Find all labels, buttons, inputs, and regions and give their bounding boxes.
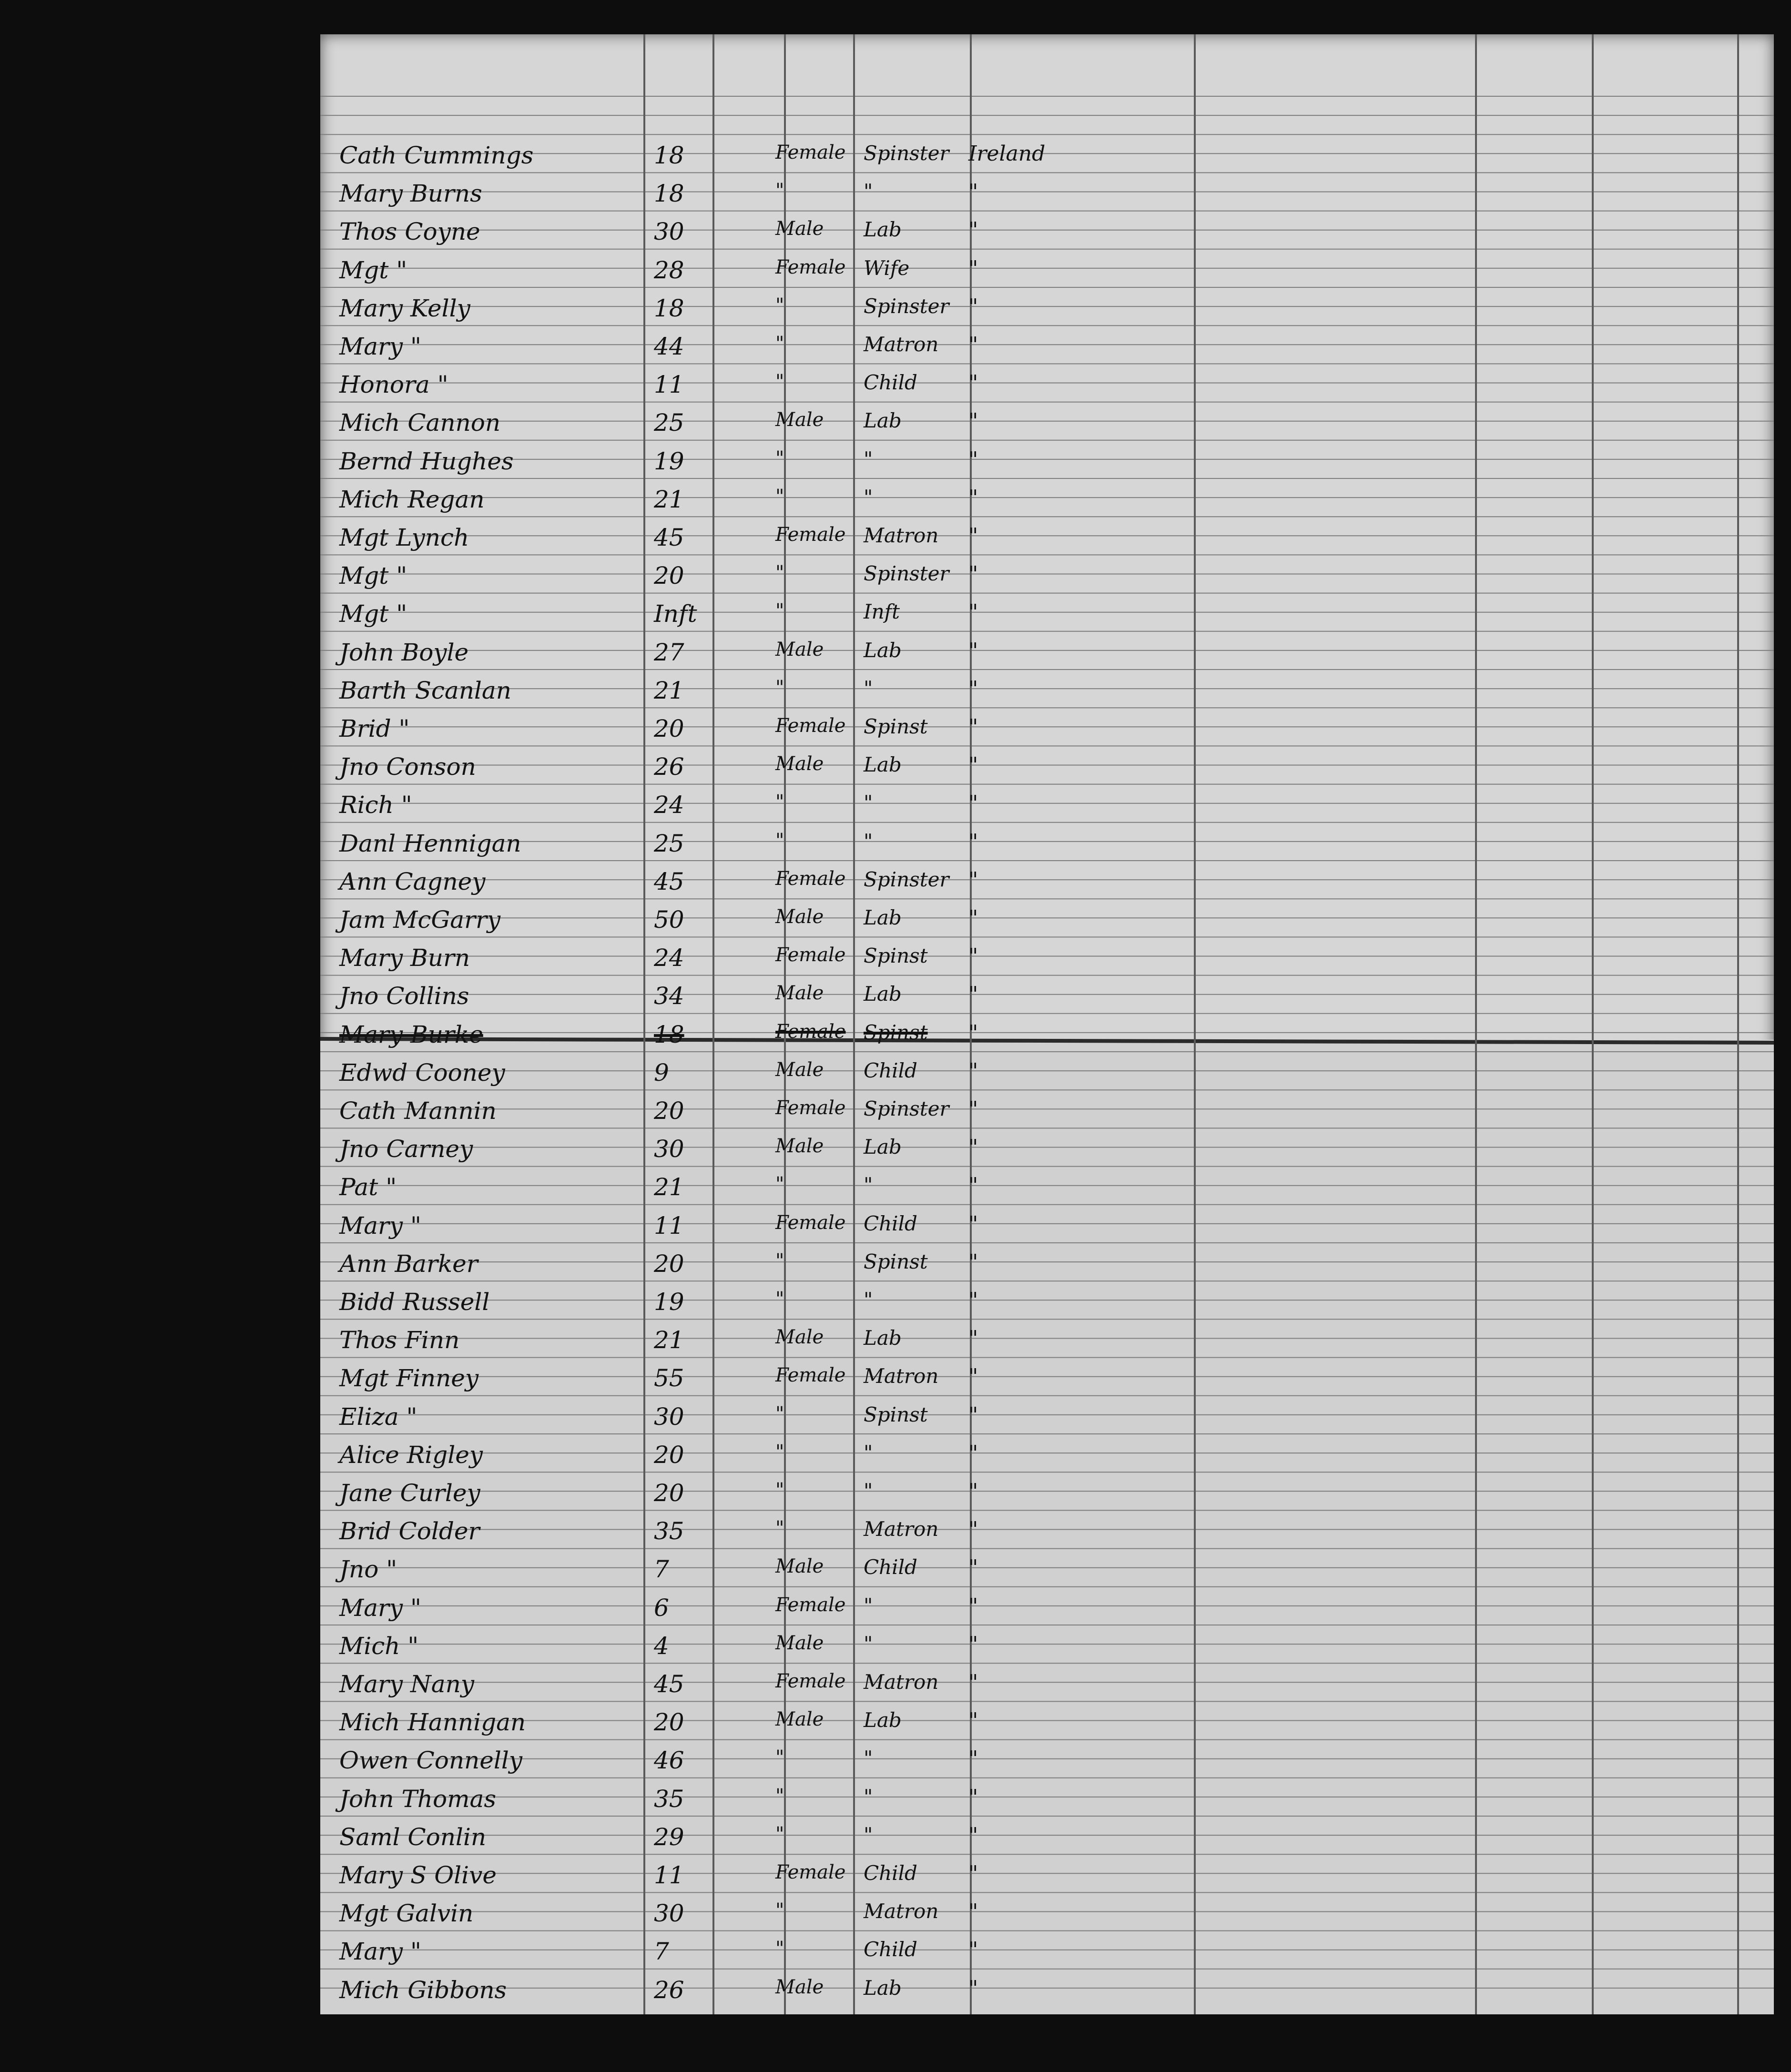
- passenger-name: Mary Nany: [339, 1670, 475, 1698]
- passenger-country: ": [968, 1938, 978, 1962]
- register-row: [320, 1627, 1774, 1666]
- register-row: [320, 1780, 1774, 1818]
- passenger-occupation: Child: [864, 1555, 917, 1579]
- passenger-occupation: ": [864, 1479, 873, 1503]
- passenger-name: Jno ": [339, 1555, 397, 1584]
- passenger-occupation: Matron: [864, 524, 939, 547]
- passenger-name: Mgt ": [339, 562, 407, 590]
- passenger-country: ": [968, 867, 978, 892]
- passenger-occupation: Spinster: [864, 867, 949, 891]
- passenger-age: 18: [654, 142, 684, 169]
- passenger-occupation: ": [864, 1441, 873, 1464]
- passenger-country: ": [968, 1020, 978, 1045]
- passenger-name: Pat ": [339, 1173, 397, 1201]
- passenger-sex: Male: [775, 1976, 824, 1998]
- register-row: [320, 1666, 1774, 1704]
- register-row: [320, 1818, 1774, 1857]
- passenger-occupation: ": [864, 180, 873, 203]
- passenger-country: ": [968, 1823, 978, 1848]
- passenger-name: Mgt Finney: [339, 1364, 479, 1392]
- register-row: [320, 786, 1774, 824]
- passenger-name: Mgt Lynch: [339, 524, 469, 551]
- passenger-country: ": [968, 333, 978, 357]
- passenger-country: ": [968, 600, 978, 625]
- passenger-country: ": [968, 294, 978, 319]
- register-row: [320, 1933, 1774, 1971]
- register-row: [320, 213, 1774, 251]
- passenger-name: Jno Carney: [339, 1135, 473, 1163]
- passenger-country: ": [968, 447, 978, 472]
- passenger-age: 45: [654, 1670, 684, 1698]
- passenger-sex: Male: [775, 982, 824, 1005]
- passenger-country: ": [968, 1211, 978, 1236]
- passenger-country: ": [968, 1097, 978, 1121]
- passenger-name: Bernd Hughes: [339, 447, 514, 475]
- passenger-occupation: Child: [864, 371, 917, 395]
- passenger-name: Honora ": [339, 371, 448, 399]
- register-row: [320, 1513, 1774, 1551]
- passenger-age: 20: [654, 715, 684, 742]
- passenger-sex: Male: [775, 753, 824, 775]
- register-row: [320, 1207, 1774, 1245]
- register-row: [320, 825, 1774, 863]
- passenger-sex: Female: [775, 867, 846, 890]
- passenger-name: Danl Hennigan: [339, 829, 521, 857]
- passenger-sex: ": [775, 562, 784, 584]
- passenger-name: Barth Scanlan: [339, 676, 511, 704]
- passenger-age: 50: [654, 906, 684, 934]
- passenger-sex: ": [775, 1938, 784, 1960]
- passenger-country: ": [968, 1594, 978, 1618]
- passenger-age: 28: [654, 256, 684, 284]
- register-row: [320, 901, 1774, 939]
- passenger-country: ": [968, 676, 978, 701]
- passenger-country: ": [968, 1976, 978, 2001]
- passenger-name: Saml Conlin: [339, 1823, 487, 1851]
- passenger-sex: ": [775, 294, 784, 316]
- passenger-country: ": [968, 1326, 978, 1351]
- passenger-occupation: Lab: [864, 1326, 902, 1350]
- passenger-sex: ": [775, 1402, 784, 1425]
- register-row: [320, 290, 1774, 328]
- register-row: [320, 1398, 1774, 1436]
- passenger-sex: ": [775, 333, 784, 355]
- passenger-sex: Male: [775, 1555, 824, 1578]
- passenger-country: ": [968, 1747, 978, 1771]
- passenger-age: 45: [654, 524, 684, 551]
- passenger-country: ": [968, 638, 978, 663]
- passenger-name: Jam McGarry: [339, 906, 501, 934]
- passenger-sex: Female: [775, 1097, 846, 1119]
- passenger-age: 34: [654, 982, 684, 1010]
- passenger-sex: Male: [775, 409, 824, 431]
- passenger-occupation: Child: [864, 1861, 917, 1885]
- passenger-country: ": [968, 944, 978, 969]
- passenger-age: 44: [654, 333, 684, 360]
- passenger-occupation: Lab: [864, 218, 902, 242]
- passenger-occupation: Matron: [864, 1517, 939, 1541]
- passenger-name: Alice Rigley: [339, 1441, 483, 1469]
- passenger-country: ": [968, 1632, 978, 1656]
- passenger-country: ": [968, 1249, 978, 1274]
- passenger-age: 30: [654, 1899, 684, 1928]
- register-row: [320, 1971, 1774, 2010]
- passenger-name: Rich ": [339, 791, 412, 819]
- passenger-sex: Female: [775, 256, 846, 278]
- passenger-age: Inft: [654, 600, 697, 628]
- register-row: [320, 710, 1774, 748]
- passenger-country: ": [968, 1441, 978, 1465]
- passenger-occupation: ": [864, 1823, 873, 1847]
- passenger-country: ": [968, 1288, 978, 1312]
- passenger-age: 35: [654, 1517, 684, 1545]
- register-row: [320, 404, 1774, 442]
- passenger-sex: ": [775, 829, 784, 852]
- passenger-country: ": [968, 562, 978, 587]
- register-row: [320, 595, 1774, 633]
- register-row: [320, 634, 1774, 672]
- passenger-age: 26: [654, 1976, 684, 2004]
- passenger-country: ": [968, 1899, 978, 1924]
- passenger-occupation: Lab: [864, 1708, 902, 1732]
- passenger-sex: ": [775, 1479, 784, 1501]
- passenger-age: 26: [654, 753, 684, 781]
- passenger-name: Eliza ": [339, 1402, 417, 1431]
- passenger-age: 27: [654, 638, 684, 666]
- passenger-name: Mich ": [339, 1632, 419, 1660]
- passenger-sex: ": [775, 485, 784, 508]
- passenger-age: 18: [654, 294, 684, 322]
- register-row: [320, 1321, 1774, 1360]
- passenger-age: 11: [654, 1861, 684, 1889]
- passenger-sex: Female: [775, 142, 846, 163]
- passenger-country: ": [968, 1670, 978, 1695]
- register-row: [320, 1092, 1774, 1130]
- register-row: [320, 1283, 1774, 1321]
- passenger-occupation: ": [864, 1747, 873, 1770]
- passenger-age: 45: [654, 867, 684, 895]
- passenger-name: Mich Cannon: [339, 409, 501, 437]
- passenger-occupation: Lab: [864, 638, 902, 662]
- passenger-country: ": [968, 1517, 978, 1542]
- passenger-name: Mary S Olive: [339, 1861, 497, 1889]
- passenger-sex: ": [775, 1173, 784, 1196]
- passenger-country: ": [968, 409, 978, 434]
- passenger-country: ": [968, 218, 978, 243]
- passenger-age: 29: [654, 1823, 684, 1851]
- passenger-country: ": [968, 1402, 978, 1427]
- passenger-age: 4: [654, 1632, 669, 1660]
- passenger-age: 7: [654, 1555, 669, 1584]
- passenger-age: 20: [654, 1441, 684, 1469]
- passenger-country: ": [968, 180, 978, 204]
- passenger-occupation: Spinst: [864, 1020, 928, 1044]
- passenger-age: 30: [654, 1402, 684, 1431]
- passenger-age: 11: [654, 1211, 684, 1239]
- passenger-occupation: Matron: [864, 1364, 939, 1388]
- passenger-sex: Male: [775, 906, 824, 928]
- passenger-age: 20: [654, 1249, 684, 1278]
- passenger-sex: Female: [775, 1211, 846, 1234]
- passenger-age: 24: [654, 944, 684, 972]
- passenger-name: Mgt ": [339, 600, 407, 628]
- passenger-name: Ann Cagney: [339, 867, 486, 895]
- passenger-country: ": [968, 1555, 978, 1580]
- passenger-occupation: ": [864, 1288, 873, 1311]
- passenger-name: Mgt ": [339, 256, 407, 284]
- passenger-name: Edwd Cooney: [339, 1058, 505, 1087]
- passenger-sex: Male: [775, 1708, 824, 1731]
- passenger-name: Brid Colder: [339, 1517, 480, 1545]
- passenger-sex: ": [775, 600, 784, 622]
- passenger-name: Brid ": [339, 715, 410, 742]
- passenger-country: Ireland: [968, 142, 1046, 166]
- passenger-country: ": [968, 753, 978, 778]
- passenger-sex: ": [775, 1823, 784, 1845]
- passenger-sex: Female: [775, 1861, 846, 1883]
- passenger-occupation: Lab: [864, 409, 902, 433]
- passenger-country: ": [968, 1364, 978, 1389]
- passenger-age: 7: [654, 1938, 669, 1966]
- passenger-age: 21: [654, 1173, 684, 1201]
- passenger-occupation: ": [864, 1594, 873, 1617]
- register-row: [320, 1054, 1774, 1092]
- passenger-country: ": [968, 1479, 978, 1503]
- passenger-occupation: ": [864, 829, 873, 853]
- passenger-sex: ": [775, 180, 784, 202]
- passenger-name: Owen Connelly: [339, 1747, 523, 1775]
- passenger-occupation: Lab: [864, 1976, 902, 2000]
- passenger-occupation: Matron: [864, 1899, 939, 1923]
- register-row: [320, 175, 1774, 213]
- register-sheet: [320, 34, 1774, 2014]
- passenger-sex: Male: [775, 1632, 824, 1654]
- passenger-name: Mary Burns: [339, 180, 482, 208]
- passenger-sex: ": [775, 1899, 784, 1922]
- passenger-sex: Female: [775, 1594, 846, 1616]
- passenger-occupation: ": [864, 1785, 873, 1808]
- passenger-occupation: Child: [864, 1058, 917, 1082]
- passenger-country: ": [968, 371, 978, 396]
- passenger-country: ": [968, 485, 978, 510]
- passenger-occupation: Spinst: [864, 1402, 928, 1426]
- passenger-age: 20: [654, 1097, 684, 1125]
- passenger-age: 20: [654, 1479, 684, 1507]
- passenger-occupation: Inft: [864, 600, 900, 624]
- passenger-age: 55: [654, 1364, 684, 1392]
- passenger-age: 30: [654, 1135, 684, 1163]
- passenger-country: ": [968, 791, 978, 816]
- register-row: [320, 1168, 1774, 1207]
- register-row: [320, 1360, 1774, 1398]
- passenger-age: 19: [654, 447, 684, 475]
- passenger-occupation: Child: [864, 1938, 917, 1961]
- passenger-sex: ": [775, 1288, 784, 1310]
- register-row: [320, 1589, 1774, 1627]
- passenger-occupation: Spinster: [864, 1097, 949, 1120]
- passenger-age: 11: [654, 371, 684, 399]
- passenger-occupation: ": [864, 447, 873, 471]
- register-row: [320, 1857, 1774, 1895]
- passenger-age: 9: [654, 1058, 669, 1087]
- passenger-occupation: ": [864, 676, 873, 700]
- passenger-age: 6: [654, 1594, 669, 1622]
- passenger-occupation: Child: [864, 1211, 917, 1235]
- passenger-age: 30: [654, 218, 684, 246]
- register-row: [320, 977, 1774, 1016]
- passenger-country: ": [968, 1135, 978, 1160]
- passenger-name: Bidd Russell: [339, 1288, 490, 1316]
- passenger-occupation: Spinst: [864, 1249, 928, 1273]
- passenger-age: 25: [654, 829, 684, 857]
- passenger-name: John Thomas: [339, 1785, 496, 1813]
- passenger-occupation: ": [864, 1632, 873, 1656]
- passenger-occupation: Matron: [864, 333, 939, 356]
- register-row: [320, 443, 1774, 481]
- passenger-country: ": [968, 1785, 978, 1809]
- passenger-sex: Female: [775, 715, 846, 737]
- passenger-sex: Male: [775, 1058, 824, 1081]
- passenger-name: Mary ": [339, 1594, 422, 1622]
- register-row: [320, 672, 1774, 710]
- passenger-name: Mary ": [339, 1938, 422, 1966]
- passenger-age: 18: [654, 1020, 684, 1048]
- passenger-name: Mary Burn: [339, 944, 470, 972]
- passenger-name: Mich Regan: [339, 485, 485, 513]
- passenger-name: Mary ": [339, 333, 422, 360]
- register-row: [320, 1245, 1774, 1283]
- passenger-country: ": [968, 1173, 978, 1198]
- register-row: [320, 1130, 1774, 1168]
- passenger-occupation: Matron: [864, 1670, 939, 1694]
- passenger-age: 21: [654, 1326, 684, 1354]
- passenger-sex: ": [775, 1747, 784, 1769]
- register-row: [320, 1742, 1774, 1780]
- passenger-name: Jno Collins: [339, 982, 469, 1010]
- passenger-name: Thos Finn: [339, 1326, 460, 1354]
- passenger-name: Mary ": [339, 1211, 422, 1239]
- passenger-name: Cath Mannin: [339, 1097, 497, 1125]
- passenger-age: 21: [654, 676, 684, 704]
- passenger-sex: Female: [775, 1364, 846, 1387]
- passenger-country: ": [968, 1861, 978, 1886]
- passenger-sex: Female: [775, 944, 846, 966]
- passenger-sex: Male: [775, 1135, 824, 1158]
- passenger-country: ": [968, 1058, 978, 1083]
- passenger-country: ": [968, 982, 978, 1007]
- passenger-age: 46: [654, 1747, 684, 1775]
- passenger-sex: Female: [775, 1020, 846, 1043]
- passenger-name: Mary Burke: [339, 1020, 483, 1048]
- passenger-occupation: Lab: [864, 982, 902, 1006]
- passenger-sex: ": [775, 1441, 784, 1463]
- passenger-country: ": [968, 829, 978, 854]
- passenger-age: 19: [654, 1288, 684, 1316]
- passenger-sex: ": [775, 1249, 784, 1272]
- register-row: [320, 481, 1774, 519]
- passenger-occupation: Wife: [864, 256, 910, 280]
- register-row: [320, 137, 1774, 175]
- passenger-occupation: Spinst: [864, 944, 928, 968]
- passenger-country: ": [968, 524, 978, 548]
- register-row: [320, 1551, 1774, 1589]
- passenger-name: Mich Gibbons: [339, 1976, 507, 2004]
- passenger-sex: Male: [775, 1326, 824, 1349]
- passenger-country: ": [968, 1708, 978, 1733]
- passenger-name: Thos Coyne: [339, 218, 480, 246]
- passenger-name: Mgt Galvin: [339, 1899, 474, 1928]
- register-row: [320, 366, 1774, 404]
- passenger-age: 24: [654, 791, 684, 819]
- register-row: [320, 939, 1774, 977]
- passenger-occupation: Spinster: [864, 294, 949, 318]
- passenger-occupation: Spinster: [864, 562, 949, 586]
- register-row: [320, 748, 1774, 786]
- register-row: [320, 1895, 1774, 1933]
- passenger-age: 35: [654, 1785, 684, 1813]
- passenger-sex: ": [775, 791, 784, 813]
- passenger-name: Mich Hannigan: [339, 1708, 526, 1737]
- register-row: [320, 1016, 1774, 1054]
- register-row: [320, 252, 1774, 290]
- passenger-name: John Boyle: [339, 638, 469, 666]
- passenger-occupation: Lab: [864, 906, 902, 929]
- passenger-name: Jane Curley: [339, 1479, 480, 1507]
- passenger-country: ": [968, 715, 978, 739]
- passenger-country: ": [968, 256, 978, 281]
- passenger-sex: ": [775, 676, 784, 699]
- register-row: [320, 328, 1774, 366]
- passenger-age: 21: [654, 485, 684, 513]
- register-row: [320, 863, 1774, 901]
- register-row: [320, 519, 1774, 557]
- passenger-occupation: Lab: [864, 753, 902, 777]
- passenger-sex: ": [775, 371, 784, 393]
- passenger-occupation: Lab: [864, 1135, 902, 1159]
- passenger-country: ": [968, 906, 978, 930]
- passenger-name: Ann Barker: [339, 1249, 478, 1278]
- register-row: [320, 1474, 1774, 1513]
- passenger-occupation: ": [864, 791, 873, 815]
- passenger-name: Jno Conson: [339, 753, 476, 781]
- register-row: [320, 557, 1774, 595]
- passenger-occupation: ": [864, 485, 873, 509]
- passenger-sex: Female: [775, 524, 846, 546]
- passenger-sex: ": [775, 1785, 784, 1807]
- passenger-sex: Male: [775, 638, 824, 660]
- passenger-sex: Female: [775, 1670, 846, 1692]
- passenger-sex: ": [775, 1517, 784, 1540]
- passenger-sex: ": [775, 447, 784, 469]
- passenger-age: 20: [654, 1708, 684, 1737]
- passenger-age: 25: [654, 409, 684, 437]
- register-row: [320, 1436, 1774, 1474]
- passenger-age: 20: [654, 562, 684, 590]
- passenger-age: 18: [654, 180, 684, 208]
- passenger-sex: Male: [775, 218, 824, 240]
- passenger-name: Mary Kelly: [339, 294, 470, 322]
- passenger-occupation: ": [864, 1173, 873, 1197]
- passenger-occupation: Spinst: [864, 715, 928, 738]
- register-row: [320, 1704, 1774, 1742]
- passenger-name: Cath Cummings: [339, 142, 534, 169]
- passenger-occupation: Spinster: [864, 142, 949, 165]
